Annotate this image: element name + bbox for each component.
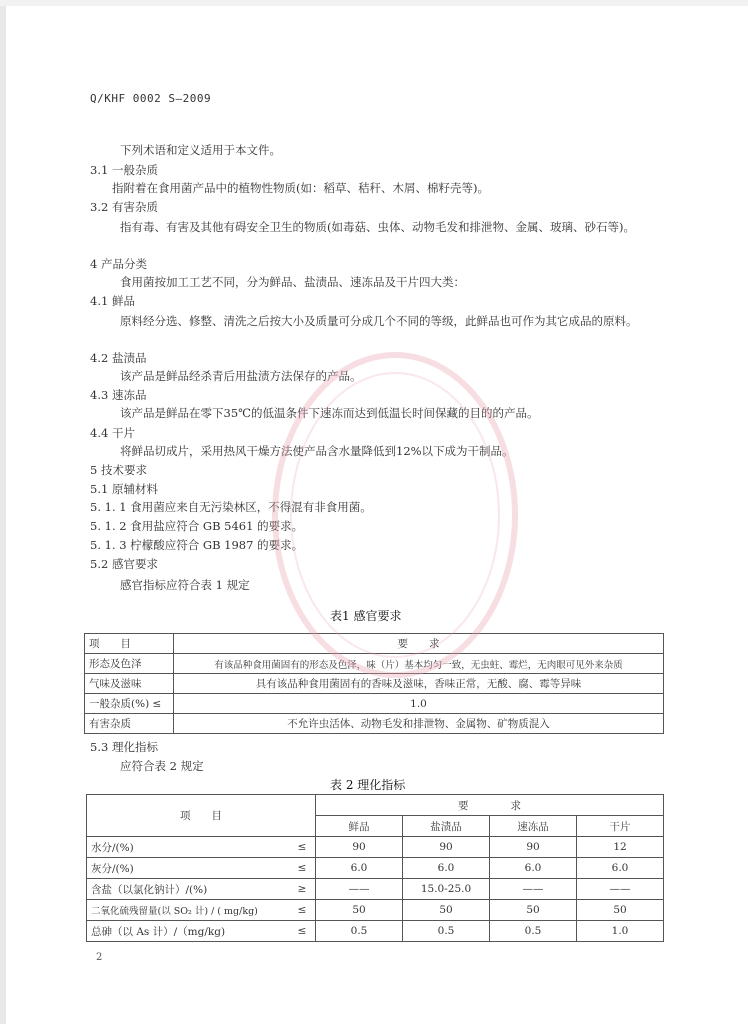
table-cell: 50	[490, 900, 577, 921]
table-cell: 6.0	[577, 858, 664, 879]
table-cell: 6.0	[490, 858, 577, 879]
table-cell: 不允许虫活体、动物毛发和排泄物、金属物、矿物质混入	[174, 714, 664, 734]
section-3-2-body: 指有毒、有害及其他有碍安全卫生的物质(如毒菇、虫体、动物毛发和排泄物、金属、玻璃、砂石等)。	[120, 220, 635, 234]
table-cell: ——	[316, 879, 403, 900]
table-cell: 50	[316, 900, 403, 921]
table-cell: 具有该品种食用菌固有的香味及滋味，香味正常，无酸、腐、霉等异味	[174, 674, 664, 694]
section-3-1-title: 3.1 一般杂质	[90, 163, 158, 177]
table-row	[87, 837, 664, 858]
section-5-1-3: 5. 1. 3 柠檬酸应符合 GB 1987 的要求。	[90, 538, 304, 552]
table-row	[87, 900, 664, 921]
table1-caption: 表1 感官要求	[330, 609, 402, 623]
table-cell: 50	[403, 900, 490, 921]
table-cell: 12	[577, 837, 664, 858]
table-cell: 6.0	[316, 858, 403, 879]
section-4-body: 食用菌按加工工艺不同，分为鲜品、盐渍品、速冻品及干片四大类：	[120, 275, 465, 289]
table-header-row	[87, 795, 664, 816]
section-4-4-title: 4.4 干片	[90, 426, 135, 440]
section-4-4-body: 将鲜品切成片，采用热风干燥方法使产品含水量降低到12%以下成为干制品。	[120, 444, 514, 458]
section-3-1-body: 指附着在食用菌产品中的植物性物质(如：稻草、秸秆、木屑、棉籽壳等)。	[112, 181, 489, 195]
page-number: 2	[96, 952, 103, 963]
table-cell: 有该品种食用菌固有的形态及色泽，味（片）基本均匀一致，无虫蛀、霉烂，无肉眼可见外来杂质	[174, 654, 664, 674]
table-row	[87, 858, 664, 879]
table-cell: ≤	[289, 921, 316, 942]
scan-edge	[0, 0, 6, 1024]
section-5-3-body: 应符合表 2 规定	[120, 759, 204, 773]
table-cell: 灰分/(%)	[87, 858, 290, 879]
table-cell: 0.5	[316, 921, 403, 942]
table-header-cell: 要 求	[174, 634, 664, 654]
table-cell: 50	[577, 900, 664, 921]
table-cell: 15.0-25.0	[403, 879, 490, 900]
table-cell: 0.5	[403, 921, 490, 942]
table-cell: ——	[490, 879, 577, 900]
table-row	[85, 694, 664, 714]
table-cell: 1.0	[577, 921, 664, 942]
table-cell: ≤	[289, 900, 316, 921]
section-5-1-title: 5.1 原辅材料	[90, 482, 158, 496]
table-header-cell: 鲜品	[316, 816, 403, 837]
section-5-1-1: 5. 1. 1 食用菌应来自无污染林区，不得混有非食用菌。	[90, 500, 372, 514]
table-header-cell: 干片	[577, 816, 664, 837]
section-5-1-2: 5. 1. 2 食用盐应符合 GB 5461 的要求。	[90, 519, 304, 533]
scan-edge-top	[0, 0, 748, 6]
table-header-cell: 要 求	[316, 795, 664, 816]
table2-caption: 表 2 理化指标	[330, 778, 406, 792]
table-cell: 二氧化硫残留量(以 SO₂ 计) / ( mg/kg)	[87, 900, 290, 921]
table-header-cell: 项 目	[85, 634, 174, 654]
table-cell: 1.0	[174, 694, 664, 714]
section-4-3-title: 4.3 速冻品	[90, 388, 147, 402]
physicochemical-table	[86, 794, 664, 942]
section-4-1-title: 4.1 鲜品	[90, 294, 135, 308]
table-cell: 水分/(%)	[87, 837, 290, 858]
table-row	[87, 879, 664, 900]
section-5-2-body: 感官指标应符合表 1 规定	[120, 578, 250, 592]
table-cell: 总砷（以 As 计）/（mg/kg)	[87, 921, 290, 942]
section-5-2-title: 5.2 感官要求	[90, 557, 158, 571]
table-cell: 含盐（以氯化钠计）/(%)	[87, 879, 290, 900]
official-seal-stamp	[255, 340, 535, 690]
table-header-cell: 盐渍品	[403, 816, 490, 837]
intro-text: 下列术语和定义适用于本文件。	[120, 143, 281, 157]
table-cell: 6.0	[403, 858, 490, 879]
table-cell: ≤	[289, 837, 316, 858]
table-cell: 90	[403, 837, 490, 858]
table-cell: ≤	[289, 858, 316, 879]
table-cell: 90	[490, 837, 577, 858]
section-5-3-title: 5.3 理化指标	[90, 740, 158, 754]
section-4-2-title: 4.2 盐渍品	[90, 351, 147, 365]
table-header-cell: 速冻品	[490, 816, 577, 837]
table-cell: 形态及色泽	[85, 654, 174, 674]
table-cell: ——	[577, 879, 664, 900]
table-cell: 有害杂质	[85, 714, 174, 734]
section-4-2-body: 该产品是鲜品经杀青后用盐渍方法保存的产品。	[120, 369, 362, 383]
section-5-title: 5 技术要求	[90, 463, 147, 477]
section-4-title: 4 产品分类	[90, 257, 147, 271]
table-cell: 90	[316, 837, 403, 858]
table-cell: 一般杂质(%) ≤	[85, 694, 174, 714]
section-3-2-title: 3.2 有害杂质	[90, 200, 158, 214]
table-row	[87, 921, 664, 942]
table-cell: 气味及滋味	[85, 674, 174, 694]
table-cell: 0.5	[490, 921, 577, 942]
section-4-1-body: 原料经分选、修整、清洗之后按大小及质量可分成几个不同的等级，此鲜品也可作为其它成品的原料。	[120, 314, 638, 328]
section-4-3-body: 该产品是鲜品在零下35℃的低温条件下速冻而达到低温长时间保藏的目的的产品。	[120, 406, 539, 420]
table-row	[85, 714, 664, 734]
table-cell: ≥	[289, 879, 316, 900]
document-code: Q/KHF 0002 S—2009	[90, 92, 212, 105]
table-header-cell: 项 目	[87, 795, 316, 837]
